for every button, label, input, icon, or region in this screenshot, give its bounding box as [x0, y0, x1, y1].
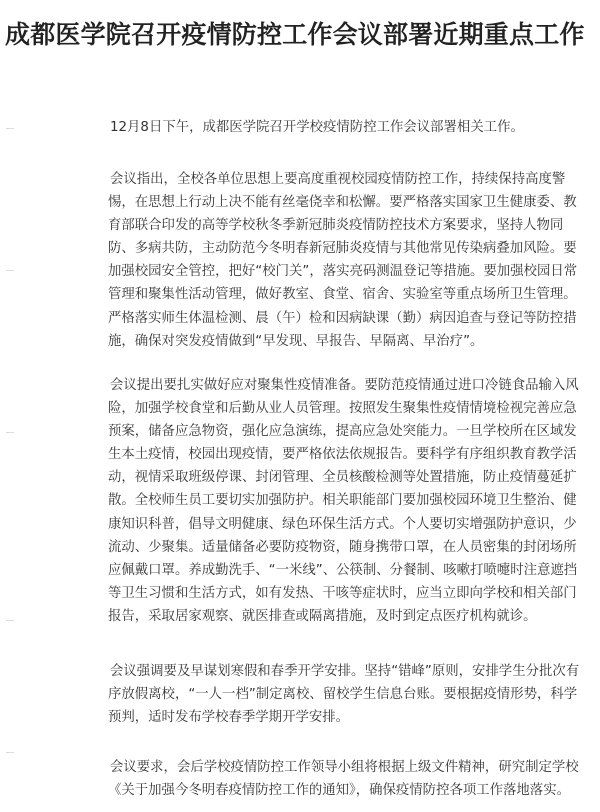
paragraph: 12月8日下午，成都医学院召开学校疫情防控工作会议部署相关工作。: [110, 120, 524, 135]
paragraph: 会议强调要及早谋划寒假和春季开学安排。坚持“错峰”原则，安排学生分批次有序放假离校，“一人一档”制定离校、留校学生信息台账。要根据疫情形势，科学预判，适时发布学校春季学期开学安排。: [108, 664, 580, 726]
margin-tick: [6, 752, 14, 753]
margin-tick: [6, 432, 14, 433]
paragraph: 会议指出，全校各单位思想上要高度重视校园疫情防控工作，持续保持高度警惕，在思想上行动上决不能有丝毫侥幸和松懈。要严格落实国家卫生健康委、教育部联合印发的高等学校秋冬季新冠肺炎疫情防控技术方案要求，坚持人物同防、多病共防，主动防范今冬明春新冠肺炎疫情与其他常见传染病叠加风险。要加强校园安全管控，把好“校门关”，落实亮码测温登记等措施。要加强校园日常管理和聚集性活动管理，做好教室、食堂、宿舍、实验室等重点场所卫生管理。严格落实师生体温检测、晨（午）检和因病缺课（勤）病因追查与登记等防控措施，确保对突发疫情做到“早发现、早报告、早隔离、早治疗”。: [108, 172, 578, 349]
paragraph: 会议提出要扎实做好应对聚集性疫情准备。要防范疫情通过进口冷链食品输入风险，加强学校食堂和后勤从业人员管理。按照发生聚集性疫情情境检视完善应急预案，储备应急物资，强化应急演练，提高应急处突能力。一旦学校所在区域发生本土疫情，校园出现疫情，要严格依法依规报告。要科学有序组织教育教学活动，视情采取班级停课、封闭管理、全员核酸检测等处置措施，防止疫情蔓延扩散。全校师生员工要切实加强防护。相关职能部门要加强校园环境卫生整治、健康知识科普，倡导文明健康、绿色环保生活方式。个人要切实增强防护意识，少流动、少聚集。适量储备必要防疫物资，随身携带口罩，在人员密集的封闭场所应佩戴口罩。养成勤洗手、“一米线”、公筷制、分餐制、咳嗽打喷嚏时注意遮挡等卫生习惯和生活方式，如有发热、干咳等症状时，应当立即向学校和相关部门报告，采取居家观察、就医排查或隔离措施，及时到定点医疗机构就诊。: [108, 378, 579, 624]
margin-tick: [6, 620, 14, 621]
article-title: 成都医学院召开疫情防控工作会议部署近期重点工作: [5, 20, 585, 49]
paragraph: 会议要求，会后学校疫情防控工作领导小组将根据上级文件精神，研究制定学校《关于加强今冬明春疫情防控工作的通知》，确保疫情防控各项工作落地落实。: [108, 760, 579, 799]
margin-tick: [6, 270, 14, 271]
margin-tick: [6, 128, 14, 129]
